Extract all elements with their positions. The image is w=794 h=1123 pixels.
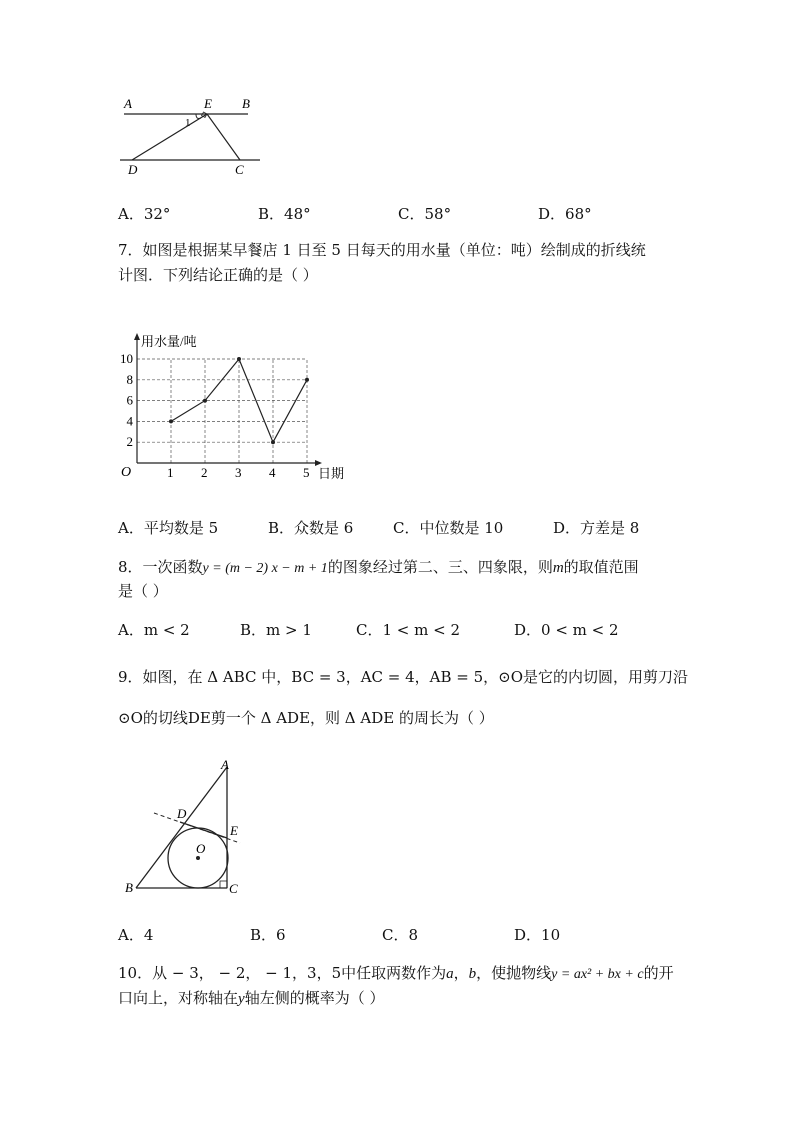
- label-angle-1: 1: [185, 117, 191, 129]
- x-tick-label: 5: [303, 465, 310, 480]
- fig9-label-B: B: [125, 880, 133, 895]
- label-E: E: [204, 96, 212, 111]
- q9-option-c[interactable]: C．8: [382, 926, 419, 944]
- q8-text-line2: 是（ ）: [118, 582, 168, 600]
- fig9-label-C: C: [229, 881, 238, 896]
- center-point-O: [196, 856, 200, 860]
- q9-text-line2: ⊙O的切线DE剪一个 Δ ADE，则 Δ ADE 的周长为（ ）: [118, 709, 494, 727]
- q8-text-line1: [118, 556, 639, 577]
- q8-option-c[interactable]: C．1 < m < 2: [356, 621, 460, 639]
- side-AB: [136, 767, 227, 888]
- q10-var-a: a: [446, 966, 454, 982]
- q6-option-b[interactable]: B．48°: [258, 205, 311, 223]
- data-point: [305, 378, 309, 382]
- q9-text-line1: 9．如图，在 Δ ABC 中，BC = 3，AC = 4，AB = 5，⊙O是它的内切圆，用剪刀沿: [118, 668, 689, 686]
- q10-line1a: 10．从 − 3， − 2， − 1，3，5中任取两数作为: [118, 964, 447, 982]
- x-axis-label: 日期: [318, 466, 345, 481]
- q10-formula: y = ax² + bx + c: [551, 967, 644, 982]
- q9-option-a[interactable]: A．4: [118, 926, 154, 944]
- label-D: D: [128, 162, 138, 177]
- y-tick-label: 4: [126, 413, 133, 429]
- figure-incircle-triangle: [120, 755, 260, 900]
- q7-option-c[interactable]: C．中位数是 10: [393, 519, 504, 537]
- y-tick-label: 10: [120, 351, 133, 366]
- q10-var-y: y: [238, 991, 245, 1007]
- label-A: A: [124, 96, 132, 111]
- data-point: [203, 399, 207, 403]
- data-point: [237, 357, 241, 361]
- q10-comma: ，: [453, 964, 469, 982]
- x-tick-label: 2: [201, 465, 208, 480]
- q8-var-m: m: [552, 560, 564, 576]
- q6-option-c[interactable]: C．58°: [398, 205, 452, 223]
- q10-line2a: 口向上，对称轴在: [118, 989, 239, 1007]
- q7-text-line1: 7．如图是根据某早餐店 1 日至 5 日每天的用水量（单位：吨）绘制成的折线统: [118, 241, 646, 259]
- fig9-label-D: D: [177, 806, 187, 821]
- q10-var-b: b: [468, 966, 477, 982]
- fig9-label-O: O: [196, 841, 206, 856]
- angle-1-arc: [196, 114, 201, 119]
- origin-label: O: [121, 465, 132, 480]
- q10-line2b: 轴左侧的概率为（ ）: [244, 989, 385, 1007]
- x-tick-label: 1: [167, 465, 174, 480]
- q10-line1c: 的开: [643, 964, 674, 982]
- q6-option-a[interactable]: A．32°: [118, 205, 171, 223]
- data-point: [271, 440, 275, 444]
- fig9-label-E: E: [230, 823, 238, 838]
- q9-option-b[interactable]: B．6: [250, 926, 286, 944]
- q8-suffix2: 的取值范围: [563, 558, 639, 576]
- q10-text-line2: [118, 987, 384, 1008]
- q6-option-d[interactable]: D．68°: [538, 205, 592, 223]
- fig9-label-A: A: [221, 757, 229, 772]
- y-tick-label: 6: [126, 392, 133, 408]
- q7-option-b[interactable]: B．众数是 6: [268, 519, 354, 537]
- q8-option-a[interactable]: A．m < 2: [118, 621, 190, 639]
- y-axis-arrow: [134, 333, 140, 340]
- segment-EC: [207, 114, 240, 160]
- q7-option-a[interactable]: A．平均数是 5: [118, 519, 219, 537]
- label-B: B: [242, 96, 250, 111]
- q8-prefix: 8．一次函数: [118, 558, 203, 576]
- y-axis-label: 用水量/吨: [141, 334, 197, 349]
- segment-ED: [132, 114, 207, 160]
- q8-suffix: 的图象经过第二、三、四象限，则: [327, 558, 553, 576]
- q8-formula: y = (m − 2) x − m + 1: [202, 561, 328, 576]
- q9-option-d[interactable]: D．10: [514, 926, 561, 944]
- figure-parallel-lines: [110, 92, 280, 182]
- q10-text-line1: [118, 962, 674, 983]
- data-point: [169, 419, 173, 423]
- y-tick-label: 2: [126, 434, 133, 450]
- q8-option-d[interactable]: D．0 < m < 2: [514, 621, 619, 639]
- x-tick-label: 4: [269, 465, 276, 480]
- q7-option-d[interactable]: D．方差是 8: [553, 519, 640, 537]
- right-angle-mark-C: [220, 881, 227, 888]
- y-tick-label: 8: [126, 371, 133, 387]
- q10-line1b: ，使抛物线: [476, 964, 552, 982]
- q7-text-line2: 计图．下列结论正确的是（ ）: [118, 266, 318, 284]
- label-C: C: [235, 162, 244, 177]
- q8-option-b[interactable]: B．m > 1: [240, 621, 312, 639]
- water-usage-line-chart: [110, 330, 360, 485]
- x-tick-label: 3: [235, 465, 242, 480]
